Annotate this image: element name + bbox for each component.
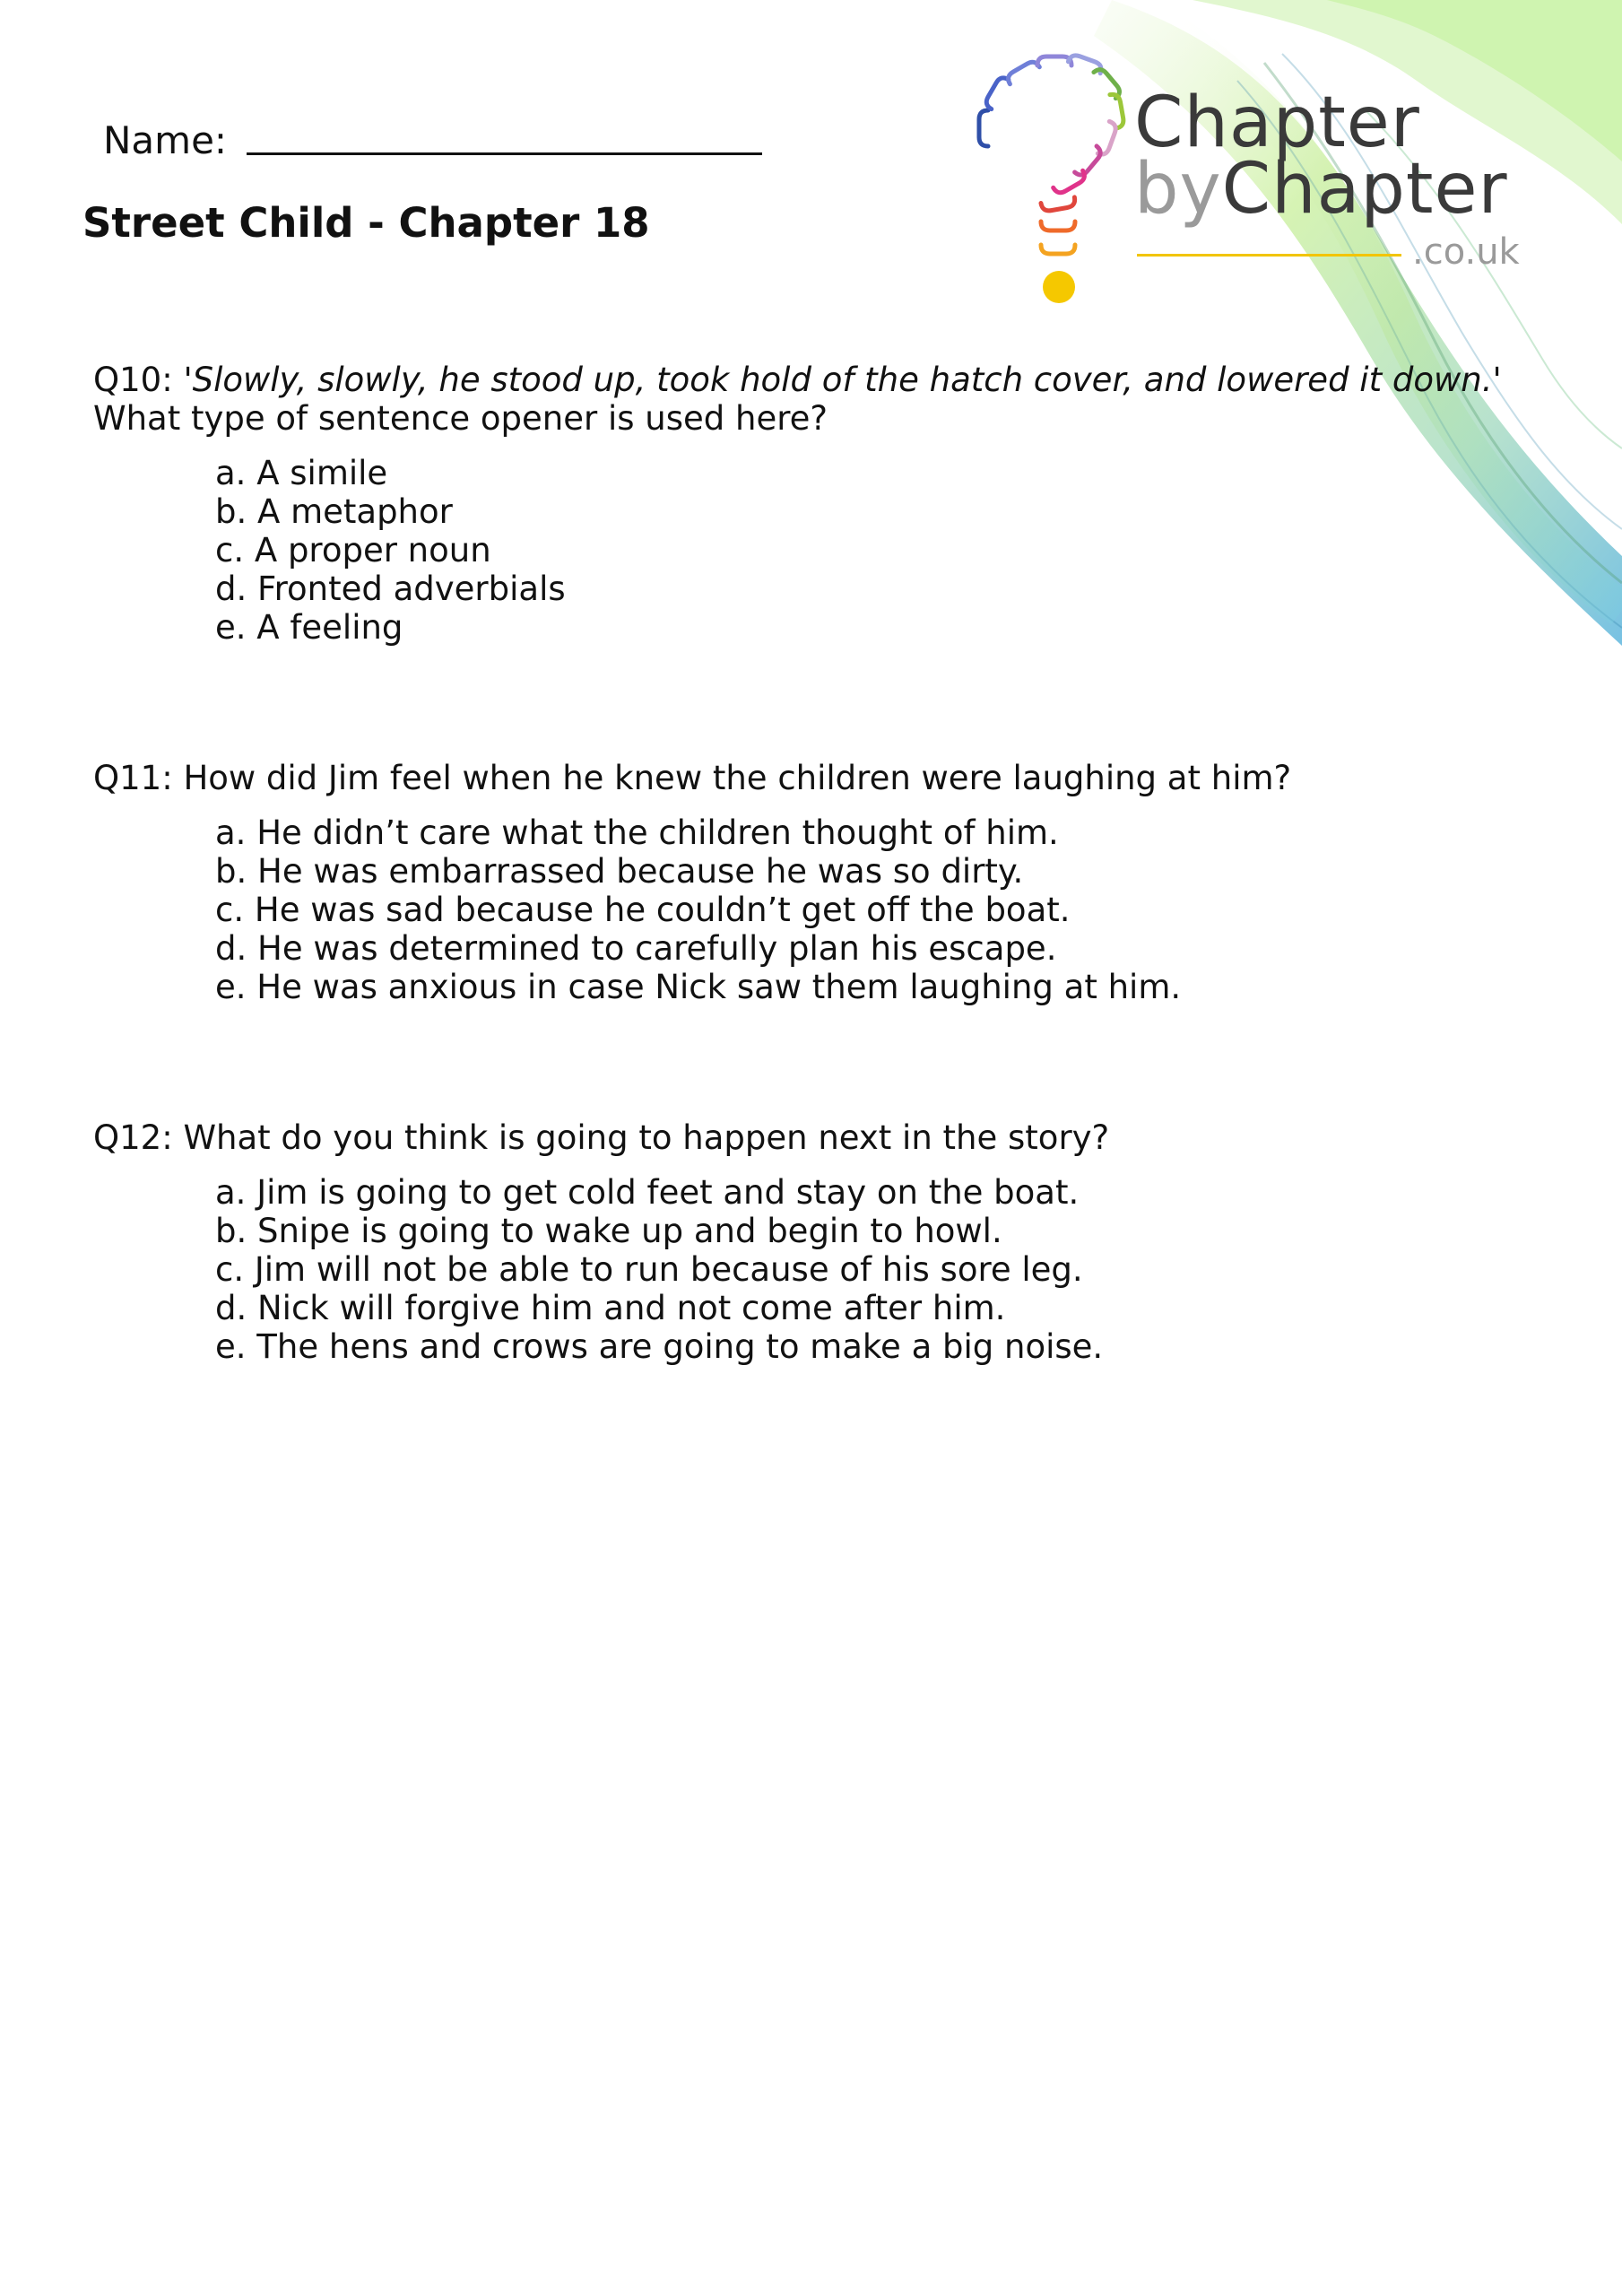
- question-text: [93, 759, 1528, 797]
- logo-wordmark: [1134, 83, 1508, 230]
- answer-options: [215, 1173, 1528, 1366]
- answer-option[interactable]: a. Jim is going to get cold feet and stay on the boat.: [215, 1173, 1080, 1212]
- answer-option[interactable]: b. He was embarrassed because he was so dirty.: [215, 852, 1024, 891]
- logo-underline: [1137, 254, 1401, 257]
- answer-option[interactable]: c. A proper noun: [215, 531, 491, 570]
- answer-option[interactable]: c. He was sad because he couldn’t get off the boat.: [215, 891, 1071, 929]
- answer-option[interactable]: d. Fronted adverbials: [215, 570, 566, 608]
- question-text: [93, 1118, 1528, 1157]
- logo-chapter: Chapter: [1221, 149, 1508, 230]
- question-prompt: How did Jim feel when he knew the children were laughing at him?: [183, 759, 1292, 797]
- answer-option[interactable]: c. Jim will not be able to run because of his sore leg.: [215, 1250, 1083, 1289]
- answer-option[interactable]: a. He didn’t care what the children thought of him.: [215, 813, 1059, 852]
- answer-options: [215, 813, 1528, 1006]
- name-label: Name:: [103, 118, 228, 162]
- answer-option[interactable]: e. The hens and crows are going to make a big noise.: [215, 1327, 1104, 1366]
- question-q10: [93, 361, 1528, 647]
- answer-option[interactable]: d. Nick will forgive him and not come after him.: [215, 1289, 1006, 1327]
- answer-option[interactable]: b. Snipe is going to wake up and begin to howl.: [215, 1212, 1002, 1250]
- question-quote: 'Slowly, slowly, he stood up, took hold of the hatch cover, and lowered it down.': [183, 361, 1502, 399]
- question-label: Q10:: [93, 361, 173, 399]
- answer-option[interactable]: d. He was determined to carefully plan his escape.: [215, 929, 1057, 968]
- questions-section: [93, 361, 1528, 1366]
- answer-option[interactable]: a. A simile: [215, 454, 388, 492]
- name-blank-line[interactable]: [247, 117, 762, 155]
- question-text: [93, 361, 1528, 399]
- question-label: Q12:: [93, 1118, 173, 1157]
- logo-line2: [1134, 149, 1508, 230]
- logo-by: by: [1134, 149, 1222, 230]
- question-prompt: What type of sentence opener is used here?: [93, 399, 828, 438]
- logo-line1: Chapter: [1134, 83, 1420, 163]
- question-q12: [93, 1118, 1528, 1366]
- question-label: Q11:: [93, 759, 173, 797]
- page-title: Street Child - Chapter 18: [82, 199, 650, 247]
- answer-option[interactable]: e. He was anxious in case Nick saw them laughing at him.: [215, 968, 1182, 1006]
- question-prompt: What do you think is going to happen next in the story?: [183, 1118, 1110, 1157]
- name-field[interactable]: [103, 117, 762, 162]
- logo-domain: .co.uk: [1412, 231, 1520, 273]
- answer-option[interactable]: b. A metaphor: [215, 492, 453, 531]
- question-q11: [93, 759, 1528, 1006]
- answer-option[interactable]: e. A feeling: [215, 608, 403, 647]
- answer-options: [215, 454, 1528, 647]
